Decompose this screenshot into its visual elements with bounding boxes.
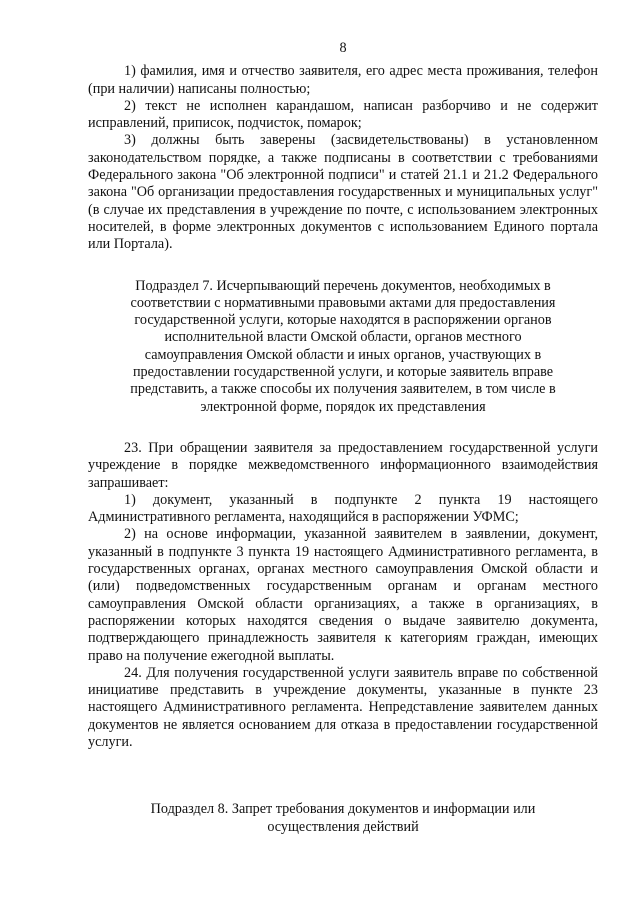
document-page [88, 40, 598, 836]
requirement-item-1: 1) фамилия, имя и отчество заявителя, его адрес места проживания, телефон (при наличии) написаны полностью; [88, 63, 598, 97]
clause-23: 23. При обращении заявителя за предоставлением государственной услуги учреждение в порядке межведомственного информационного взаимодействия запрашивает: [88, 439, 598, 491]
requirement-item-3: 3) должны быть заверены (засвидетельствованы) в установленном законодательством порядке, а также подписаны в соответствии с требованиями Федерального закона "Об электронной подписи" и статей 21.1 и 21.2 Федерального закона "Об организации предоставления государственных и муниципальных услуг" (в случае их представления в учреждение по почте, с использованием электронных носителей, в форме электронных документов с использованием Единого портала или Портала). [88, 132, 598, 253]
clause-24: 24. Для получения государственной услуги заявитель вправе по собственной инициативе представить в учреждение документы, указанные в пункте 23 настоящего Административного регламента. Непредставление заявителем данных документов не является основанием для отказа в предоставлении государственной услуги. [88, 664, 598, 750]
clause-23-item-1: 1) документ, указанный в подпункте 2 пункта 19 настоящего Административного регламента, находящийся в распоряжении УФМС; [88, 491, 598, 526]
page-number: 8 [339, 40, 347, 56]
requirement-item-2: 2) текст не исполнен карандашом, написан разборчиво и не содержит исправлений, приписок, подчисток, помарок; [88, 97, 598, 132]
clause-23-item-2: 2) на основе информации, указанной заявителем в заявлении, документ, указанный в подпункте 3 пункта 19 настоящего Административного регламента, в государственных органах, органах местного самоуправления Омской области и (или) подведомственных государственным органам и органам местного самоуправления Омской области организациях, а также в организациях, в распоряжении которых находятся сведения о выдаче заявителю документа, подтверждающего принадлежность заявителя к категориям граждан, имеющих право на получение ежегодной выплаты. [88, 526, 598, 664]
subsection-8-heading: Подраздел 8. Запрет требования документов и информации или осуществления действий [150, 801, 536, 835]
subsection-7-heading: Подраздел 7. Исчерпывающий перечень документов, необходимых в соответствии с нормативными правовыми актами для предоставления государственной услуги, которые находятся в распоряжении органов исполнительной власти Омской области, органов местного самоуправления Омской области и иных органов, участвующих в предоставлении государственной услуги, и которые заявитель вправе представить, а также способы их получения заявителем, в том числе в электронной форме, порядок их представления [130, 277, 556, 415]
